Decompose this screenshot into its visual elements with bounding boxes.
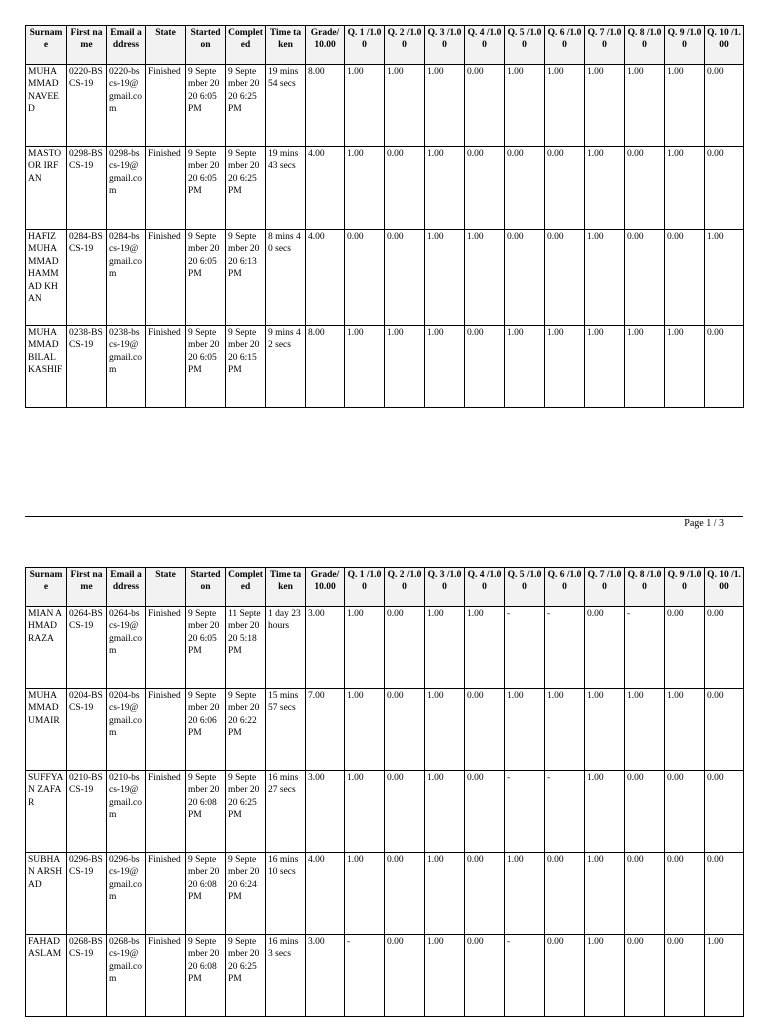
cell-q10: 0.00 [705,326,744,408]
cell-q9: 1.00 [665,65,705,147]
column-header-q4: Q. 4 /1.00 [465,26,505,65]
cell-email: 0220-bscs-19@gmail.com [107,65,146,147]
cell-time-taken: 16 mins 27 secs [266,771,306,853]
table-row [26,607,744,689]
cell-q4: 0.00 [465,935,505,1017]
cell-email: 0268-bscs-19@gmail.com [107,935,146,1017]
cell-state: Finished [146,147,186,230]
cell-q7: 0.00 [585,607,625,689]
cell-surname: MIAN AHMAD RAZA [26,607,67,689]
table-row [26,65,744,147]
cell-q8: 0.00 [625,853,665,935]
column-header-q3: Q. 3 /1.00 [425,568,465,607]
cell-q7: 1.00 [585,771,625,853]
column-header-q6: Q. 6 /1.00 [545,568,585,607]
cell-q1: 1.00 [345,326,385,408]
results-table-page-2 [25,567,744,1017]
cell-q2: 1.00 [385,65,425,147]
cell-q4: 1.00 [465,230,505,326]
cell-q2: 0.00 [385,147,425,230]
cell-email: 0264-bscs-19@gmail.com [107,607,146,689]
cell-q2: 1.00 [385,326,425,408]
cell-email: 0238-bscs-19@gmail.com [107,326,146,408]
column-header-q4: Q. 4 /1.00 [465,568,505,607]
cell-q9: 0.00 [665,853,705,935]
cell-q1: 0.00 [345,230,385,326]
cell-q9: 0.00 [665,935,705,1017]
cell-surname: MASTOOR IRFAN [26,147,67,230]
cell-q7: 1.00 [585,230,625,326]
column-header-q1: Q. 1 /1.00 [345,568,385,607]
cell-q10: 0.00 [705,147,744,230]
cell-q6: - [545,607,585,689]
cell-grade: 3.00 [306,607,345,689]
cell-grade: 7.00 [306,689,345,771]
cell-q9: 0.00 [665,771,705,853]
cell-q7: 1.00 [585,65,625,147]
column-header-completed: Completed [226,568,266,607]
cell-q3: 1.00 [425,771,465,853]
cell-q1: 1.00 [345,607,385,689]
cell-q9: 0.00 [665,230,705,326]
cell-surname: MUHAMMAD UMAIR [26,689,67,771]
cell-q8: 0.00 [625,147,665,230]
column-header-first-name: First name [67,568,107,607]
cell-grade: 4.00 [306,147,345,230]
cell-first-name: 0238-BSCS-19 [67,326,107,408]
cell-q8: 1.00 [625,65,665,147]
cell-time-taken: 8 mins 40 secs [266,230,306,326]
cell-q10: 1.00 [705,230,744,326]
cell-q10: 1.00 [705,935,744,1017]
cell-q4: 0.00 [465,326,505,408]
column-header-q7: Q. 7 /1.00 [585,568,625,607]
cell-q3: 1.00 [425,935,465,1017]
cell-q5: 1.00 [505,326,545,408]
cell-q5: 1.00 [505,853,545,935]
column-header-q6: Q. 6 /1.00 [545,26,585,65]
cell-q10: 0.00 [705,853,744,935]
cell-time-taken: 19 mins 54 secs [266,65,306,147]
cell-email: 0296-bscs-19@gmail.com [107,853,146,935]
cell-started-on: 9 September 2020 6:05 PM [186,147,226,230]
cell-q2: 0.00 [385,689,425,771]
cell-completed: 9 September 2020 6:22 PM [226,689,266,771]
column-header-q8: Q. 8 /1.00 [625,568,665,607]
cell-q3: 1.00 [425,607,465,689]
column-header-state: State [146,26,186,65]
column-header-q5: Q. 5 /1.00 [505,26,545,65]
cell-q7: 1.00 [585,935,625,1017]
cell-started-on: 9 September 2020 6:05 PM [186,326,226,408]
cell-surname: MUHAMMAD BILAL KASHIF [26,326,67,408]
cell-grade: 8.00 [306,65,345,147]
column-header-email: Email address [107,26,146,65]
cell-surname: FAHAD ASLAM [26,935,67,1017]
cell-grade: 8.00 [306,326,345,408]
cell-first-name: 0220-BSCS-19 [67,65,107,147]
cell-q2: 0.00 [385,853,425,935]
column-header-q7: Q. 7 /1.00 [585,26,625,65]
column-header-first-name: First name [67,26,107,65]
cell-q3: 1.00 [425,65,465,147]
column-header-time-taken: Time taken [266,568,306,607]
cell-started-on: 9 September 2020 6:08 PM [186,853,226,935]
cell-q8: - [625,607,665,689]
column-header-q9: Q. 9 /1.00 [665,26,705,65]
cell-q4: 0.00 [465,65,505,147]
cell-completed: 9 September 2020 6:25 PM [226,771,266,853]
cell-q7: 1.00 [585,326,625,408]
column-header-surname: Surname [26,568,67,607]
cell-first-name: 0204-BSCS-19 [67,689,107,771]
cell-q7: 1.00 [585,689,625,771]
cell-q8: 0.00 [625,230,665,326]
cell-q8: 0.00 [625,771,665,853]
table-row [26,230,744,326]
cell-surname: SUBHAN ARSHAD [26,853,67,935]
column-header-surname: Surname [26,26,67,65]
cell-q3: 1.00 [425,853,465,935]
cell-q9: 0.00 [665,607,705,689]
cell-surname: MUHAMMAD NAVEED [26,65,67,147]
column-header-q3: Q. 3 /1.00 [425,26,465,65]
table-row [26,935,744,1017]
cell-q1: 1.00 [345,147,385,230]
cell-q6: 0.00 [545,935,585,1017]
cell-completed: 9 September 2020 6:24 PM [226,853,266,935]
cell-time-taken: 15 mins 57 secs [266,689,306,771]
cell-surname: SUFFYAN ZAFAR [26,771,67,853]
cell-q8: 0.00 [625,935,665,1017]
column-header-started-on: Started on [186,26,226,65]
cell-q5: - [505,607,545,689]
cell-q1: 1.00 [345,65,385,147]
column-header-q9: Q. 9 /1.00 [665,568,705,607]
cell-q2: 0.00 [385,771,425,853]
cell-q4: 0.00 [465,147,505,230]
cell-completed: 9 September 2020 6:13 PM [226,230,266,326]
cell-state: Finished [146,771,186,853]
table-body [26,65,744,408]
cell-q6: - [545,771,585,853]
cell-q5: 1.00 [505,65,545,147]
cell-q5: 0.00 [505,147,545,230]
column-header-q10: Q. 10 /1.00 [705,26,744,65]
cell-q1: 1.00 [345,853,385,935]
cell-q8: 1.00 [625,689,665,771]
cell-first-name: 0268-BSCS-19 [67,935,107,1017]
cell-started-on: 9 September 2020 6:05 PM [186,65,226,147]
cell-q5: 0.00 [505,230,545,326]
column-header-q10: Q. 10 /1.00 [705,568,744,607]
cell-first-name: 0298-BSCS-19 [67,147,107,230]
cell-first-name: 0210-BSCS-19 [67,771,107,853]
table-row [26,326,744,408]
cell-completed: 9 September 2020 6:25 PM [226,147,266,230]
column-header-grade: Grade/ 10.00 [306,568,345,607]
cell-time-taken: 19 mins 43 secs [266,147,306,230]
cell-email: 0204-bscs-19@gmail.com [107,689,146,771]
cell-q3: 1.00 [425,147,465,230]
column-header-q8: Q. 8 /1.00 [625,26,665,65]
cell-grade: 4.00 [306,853,345,935]
cell-q4: 0.00 [465,771,505,853]
cell-time-taken: 9 mins 42 secs [266,326,306,408]
cell-q6: 1.00 [545,689,585,771]
column-header-completed: Completed [226,26,266,65]
cell-q2: 0.00 [385,607,425,689]
table-body [26,607,744,1017]
column-header-state: State [146,568,186,607]
cell-q6: 0.00 [545,147,585,230]
cell-q5: 1.00 [505,689,545,771]
cell-q8: 1.00 [625,326,665,408]
cell-state: Finished [146,607,186,689]
header-row [26,26,744,65]
table-row [26,771,744,853]
cell-completed: 9 September 2020 6:15 PM [226,326,266,408]
cell-q3: 1.00 [425,326,465,408]
cell-q10: 0.00 [705,689,744,771]
cell-first-name: 0264-BSCS-19 [67,607,107,689]
cell-time-taken: 16 mins 10 secs [266,853,306,935]
cell-started-on: 9 September 2020 6:05 PM [186,230,226,326]
column-header-started-on: Started on [186,568,226,607]
cell-state: Finished [146,65,186,147]
cell-q2: 0.00 [385,230,425,326]
cell-q7: 1.00 [585,853,625,935]
cell-q9: 1.00 [665,147,705,230]
table-row [26,147,744,230]
cell-q6: 1.00 [545,326,585,408]
cell-q1: 1.00 [345,771,385,853]
cell-time-taken: 1 day 23 hours [266,607,306,689]
column-header-grade: Grade/ 10.00 [306,26,345,65]
cell-first-name: 0296-BSCS-19 [67,853,107,935]
cell-state: Finished [146,230,186,326]
column-header-email: Email address [107,568,146,607]
cell-q9: 1.00 [665,689,705,771]
cell-email: 0298-bscs-19@gmail.com [107,147,146,230]
column-header-q5: Q. 5 /1.00 [505,568,545,607]
cell-q6: 0.00 [545,230,585,326]
cell-completed: 9 September 2020 6:25 PM [226,65,266,147]
cell-q10: 0.00 [705,771,744,853]
cell-completed: 11 September 2020 5:18 PM [226,607,266,689]
cell-q5: - [505,935,545,1017]
cell-grade: 3.00 [306,771,345,853]
cell-first-name: 0284-BSCS-19 [67,230,107,326]
cell-q2: 0.00 [385,935,425,1017]
column-header-q1: Q. 1 /1.00 [345,26,385,65]
cell-state: Finished [146,853,186,935]
cell-state: Finished [146,935,186,1017]
header-row [26,568,744,607]
cell-email: 0284-bscs-19@gmail.com [107,230,146,326]
cell-q4: 0.00 [465,689,505,771]
cell-started-on: 9 September 2020 6:08 PM [186,771,226,853]
cell-q7: 1.00 [585,147,625,230]
cell-q4: 0.00 [465,853,505,935]
results-table-page-1 [25,25,744,408]
column-header-time-taken: Time taken [266,26,306,65]
cell-state: Finished [146,689,186,771]
table-row [26,689,744,771]
cell-q6: 1.00 [545,65,585,147]
cell-q3: 1.00 [425,230,465,326]
cell-q1: - [345,935,385,1017]
column-header-q2: Q. 2 /1.00 [385,568,425,607]
cell-completed: 9 September 2020 6:25 PM [226,935,266,1017]
table-row [26,853,744,935]
page-number: Page 1 / 3 [684,518,724,529]
cell-q10: 0.00 [705,65,744,147]
cell-q6: 0.00 [545,853,585,935]
cell-grade: 3.00 [306,935,345,1017]
cell-q10: 0.00 [705,607,744,689]
cell-q1: 1.00 [345,689,385,771]
cell-q4: 1.00 [465,607,505,689]
cell-surname: HAFIZ MUHAMMAD HAMMAD KHAN [26,230,67,326]
cell-q9: 1.00 [665,326,705,408]
cell-q5: - [505,771,545,853]
cell-started-on: 9 September 2020 6:08 PM [186,935,226,1017]
page-separator-line [25,516,743,517]
cell-started-on: 9 September 2020 6:05 PM [186,607,226,689]
cell-email: 0210-bscs-19@gmail.com [107,771,146,853]
cell-q3: 1.00 [425,689,465,771]
cell-started-on: 9 September 2020 6:06 PM [186,689,226,771]
column-header-q2: Q. 2 /1.00 [385,26,425,65]
cell-time-taken: 16 mins 3 secs [266,935,306,1017]
cell-grade: 4.00 [306,230,345,326]
cell-state: Finished [146,326,186,408]
